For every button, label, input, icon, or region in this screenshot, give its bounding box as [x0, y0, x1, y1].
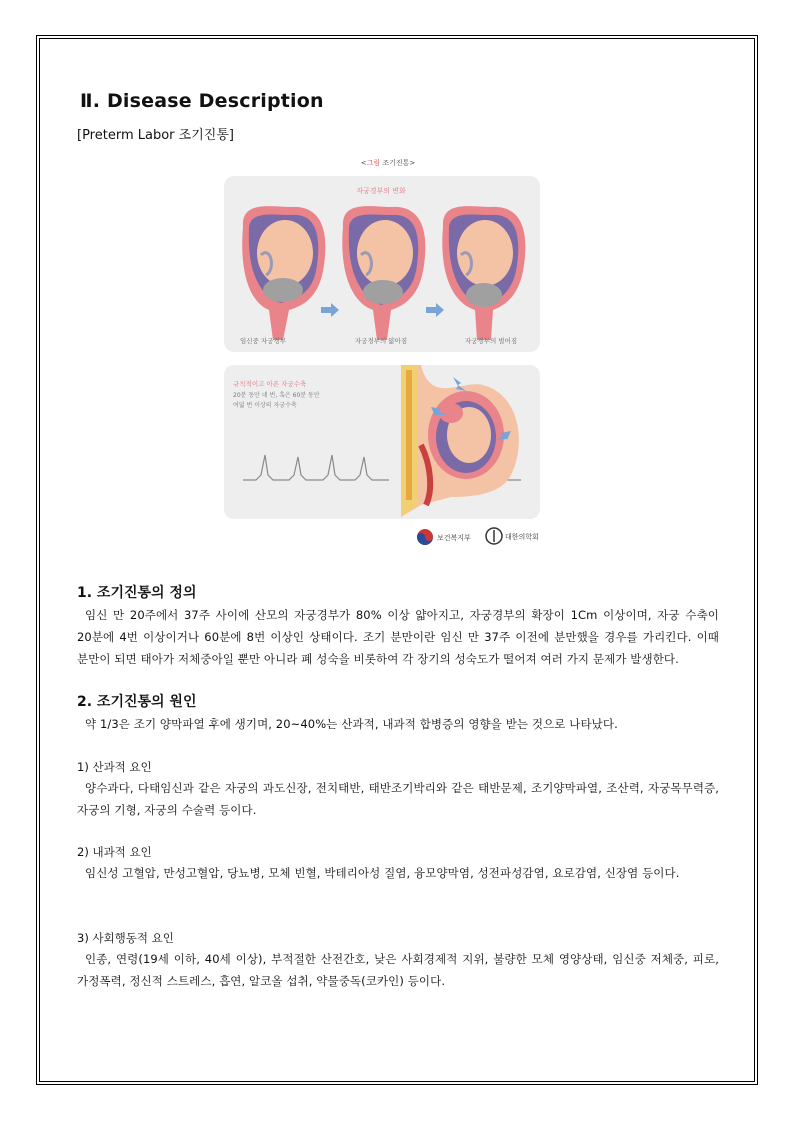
- section-2-intro: 약 1/3은 조기 양막파열 후에 생기며, 20~40%는 산과적, 내과적 합병증의 영향을 받는 것으로 나타났다.: [85, 717, 618, 731]
- preterm-labor-figure: [221, 145, 555, 557]
- contraction-desc-1: 20분 동안 네 번, 혹은 60분 동안: [233, 392, 320, 399]
- figure-caption: <그림 조기진통>: [360, 159, 416, 167]
- stage-label-3: 자궁경부의 벌어짐: [464, 337, 518, 345]
- academy-logo-text: 대한의학회: [505, 533, 539, 541]
- page-title: Ⅱ. Disease Description: [80, 90, 324, 112]
- contraction-title: 규칙적이고 아픈 자궁수축: [233, 380, 307, 388]
- factor-2-label: 2) 내과적 요인: [77, 845, 152, 859]
- section-1-title: 1. 조기진통의 정의: [77, 585, 197, 601]
- factor-1-text: 양수과다, 다태임신과 같은 자궁의 과도신장, 전치태반, 태반조기박리와 같은 태반문제, 조기양막파열, 조산력, 자궁목무력증, 자궁의 기형, 자궁의 수술력 등이다.: [77, 781, 719, 817]
- cervix-panel-title: 자궁경부의 변화: [356, 187, 406, 195]
- ministry-logo-text: 보건복지부: [437, 534, 471, 542]
- section-2-title: 2. 조기진통의 원인: [77, 694, 197, 710]
- factor-3-text: 인종, 연령(19세 이하, 40세 이상), 부적절한 산전간호, 낮은 사회경제적 지위, 불량한 모체 영양상태, 임신중 저체중, 피로, 가정폭력, 정신적 스트레스, 흡연, 알코올 섭취, 약물중독(코카인) 등이다.: [77, 952, 719, 988]
- factor-1-label: 1) 산과적 요인: [77, 760, 152, 774]
- factor-2-text: 임신성 고혈압, 만성고혈압, 당뇨병, 모체 빈혈, 박테리아성 질염, 융모양막염, 성전파성감염, 요로감염, 신장염 등이다.: [85, 866, 680, 880]
- factor-3-label: 3) 사회행동적 요인: [77, 931, 174, 945]
- topic-subtitle: [Preterm Labor 조기진통]: [77, 128, 234, 143]
- stage-label-2: 자궁경부의 얇아짐: [354, 337, 408, 345]
- section-1-body: 임신 만 20주에서 37주 사이에 산모의 자궁경부가 80% 이상 얇아지고, 자궁경부의 확장이 1Cm 이상이며, 자궁 수축이 20분에 4번 이상이거나 60분에 8번 이상인 상태이다. 조기 분만이란 임신 만 37주 이전에 분만했을 경우를 가리킨다. 이때 분만이 되면 태아가 저체중아일 뿐만 아니라 폐 성숙을 비롯하여 각 장기의 성숙도가 떨어져 여러 가지 문제가 발생한다.: [77, 608, 719, 666]
- stage-label-1: 임신중 자궁경부: [239, 337, 287, 345]
- contraction-desc-2: 여덟 번 이상의 자궁수축: [233, 402, 297, 409]
